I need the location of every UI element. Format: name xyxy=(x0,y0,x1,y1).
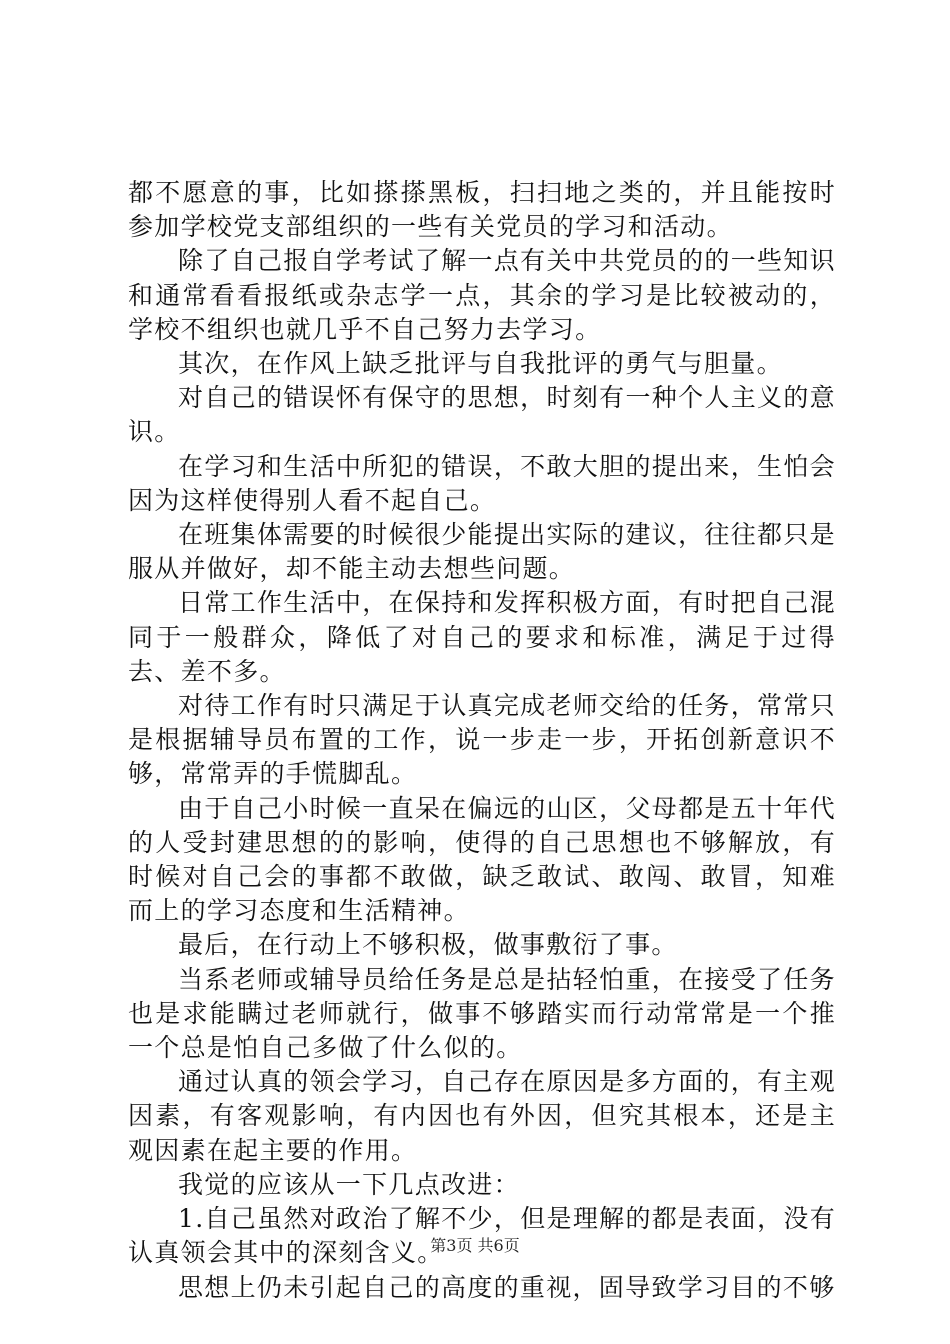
paragraph: 1.自己虽然对政治了解不少，但是理解的都是表面，没有认真领会其中的深刻含义。 xyxy=(128,1204,836,1268)
paragraph: 当系老师或辅导员给任务是总是拈轻怕重，在接受了任务也是求能瞒过老师就行，做事不够踏实而行动常常是一个推一个总是怕自己多做了什么似的。 xyxy=(128,964,836,1063)
paragraph: 思想上仍未引起自己的高度的重视，固导致学习目的不够 xyxy=(178,1272,836,1302)
paragraph: 由于自己小时候一直呆在偏远的山区，父母都是五十年代的人受封建思想的的影响，使得的自己思想也不够解放，有时候对自己会的事都不敢做，缺乏敢试、敢闯、敢冒，知难而上的学习态度和生活精神。 xyxy=(128,793,836,926)
paragraph: 对自己的错误怀有保守的思想，时刻有一种个人主义的意识。 xyxy=(128,383,836,447)
paragraph: 最后，在行动上不够积极，做事敷衍了事。 xyxy=(178,930,678,960)
paragraph: 其次，在作风上缺乏批评与自我批评的勇气与胆量。 xyxy=(178,349,783,379)
paragraph: 在班集体需要的时候很少能提出实际的建议，往往都只是服从并做好，却不能主动去想些问题。 xyxy=(128,520,836,584)
page-number-footer: 第3页 共6页 xyxy=(430,1236,520,1255)
paragraph: 日常工作生活中，在保持和发挥积极方面，有时把自己混同于一般群众，降低了对自己的要求和标准，满足于过得去、差不多。 xyxy=(128,588,836,686)
document-body xyxy=(128,176,836,1305)
paragraph: 在学习和生活中所犯的错误，不敢大胆的提出来，生怕会因为这样使得别人看不起自己。 xyxy=(128,451,836,515)
paragraph: 我觉的应该从一下几点改进： xyxy=(178,1169,520,1199)
paragraph: 除了自己报自学考试了解一点有关中共党员的的一些知识和通常看看报纸或杂志学一点，其余的学习是比较被动的，学校不组织也就几乎不自己努力去学习。 xyxy=(128,246,836,344)
paragraph: 都不愿意的事，比如搽搽黑板，扫扫地之类的，并且能按时参加学校党支部组织的一些有关党员的学习和活动。 xyxy=(128,178,836,242)
paragraph: 对待工作有时只满足于认真完成老师交给的任务，常常只是根据辅导员布置的工作，说一步走一步，开拓创新意识不够，常常弄的手慌脚乱。 xyxy=(128,691,836,789)
paragraph: 通过认真的领会学习，自己存在原因是多方面的，有主观因素，有客观影响，有内因也有外因，但究其根本，还是主观因素在起主要的作用。 xyxy=(128,1067,836,1165)
